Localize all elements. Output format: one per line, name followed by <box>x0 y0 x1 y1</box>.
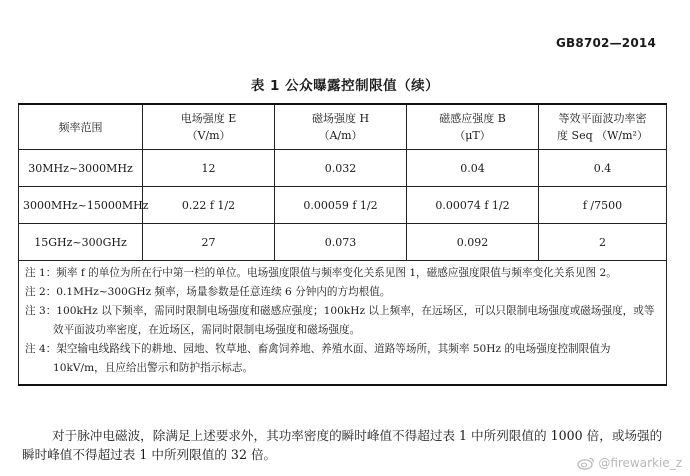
column-header-line1: 等效平面波功率密 <box>558 112 647 125</box>
table-header-row <box>19 104 667 150</box>
frequency-range-cell: 15GHz~300GHz <box>19 224 143 261</box>
column-header-line1: 频率范围 <box>58 120 103 134</box>
watermark <box>577 456 682 470</box>
column-header-line1: 磁场强度 H <box>311 112 370 125</box>
frequency-range-cell: 30MHz~3000MHz <box>19 150 143 187</box>
power-density-cell: 2 <box>539 224 667 261</box>
magnetic-field-cell: 0.00059 f 1/2 <box>275 187 407 224</box>
body-paragraph: 对于脉冲电磁波，除满足上述要求外，其功率密度的瞬时峰值不得超过表 1 中所列限值的 1000 倍，或场强的瞬时峰值不得超过表 1 中所列限值的 32 倍。 <box>22 428 663 462</box>
power-density-cell: 0.4 <box>539 150 667 187</box>
table-row <box>19 150 667 187</box>
exposure-limits-table <box>18 103 667 386</box>
column-header <box>275 104 407 150</box>
table-title: 表 1 公众曝露控制限值（续） <box>250 78 440 94</box>
column-header <box>407 104 539 150</box>
weibo-logo-icon <box>577 456 595 470</box>
table-note: 注 1：频率 f 的单位为所在行中第一栏的单位。电场强度限值与频率变化关系见图 1，磁感应强度限值与频率变化关系见图 2。 <box>25 267 617 279</box>
column-header <box>19 104 143 150</box>
column-header-line2: （μT） <box>454 129 491 142</box>
column-header-line2: 度 Seq （W/m²） <box>557 129 648 142</box>
table-row <box>19 187 667 224</box>
column-header <box>143 104 275 150</box>
column-header <box>539 104 667 150</box>
table-note: 注 3：100kHz 以下频率，需同时限制电场强度和磁感应强度；100kHz 以上频率，在远场区，可以只限制电场强度或磁场强度，或等效平面波功率密度，在近场区，需同时限制电场强度和磁场强度。 <box>25 305 655 336</box>
electric-field-cell: 12 <box>143 150 275 187</box>
column-header-line2: （V/m） <box>186 129 231 142</box>
magnetic-induction-cell: 0.04 <box>407 150 539 187</box>
column-header-line2: （A/m） <box>318 129 363 142</box>
table-notes-row <box>19 261 667 386</box>
magnetic-field-cell: 0.032 <box>275 150 407 187</box>
table-note: 注 2：0.1MHz~300GHz 频率，场量参数是任意连续 6 分钟内的方均根值。 <box>25 286 391 298</box>
magnetic-induction-cell: 0.092 <box>407 224 539 261</box>
column-header-line1: 磁感应强度 B <box>439 112 506 125</box>
magnetic-field-cell: 0.073 <box>275 224 407 261</box>
table-row <box>19 224 667 261</box>
electric-field-cell: 0.22 f 1/2 <box>143 187 275 224</box>
electric-field-cell: 27 <box>143 224 275 261</box>
frequency-range-cell: 3000MHz~15000MHz <box>19 187 143 224</box>
watermark-text: @firewarkie_z <box>598 456 682 470</box>
table-note: 注 4：架空输电线路线下的耕地、园地、牧草地、畜禽饲养地、养殖水面、道路等场所，其频率 50Hz 的电场强度控制限值为 10kV/m，且应给出警示和防护指示标志。 <box>25 343 611 374</box>
standard-code: GB8702—2014 <box>556 36 656 50</box>
power-density-cell: f /7500 <box>539 187 667 224</box>
table-notes-cell <box>19 261 667 386</box>
column-header-line1: 电场强度 E <box>180 112 237 125</box>
magnetic-induction-cell: 0.00074 f 1/2 <box>407 187 539 224</box>
